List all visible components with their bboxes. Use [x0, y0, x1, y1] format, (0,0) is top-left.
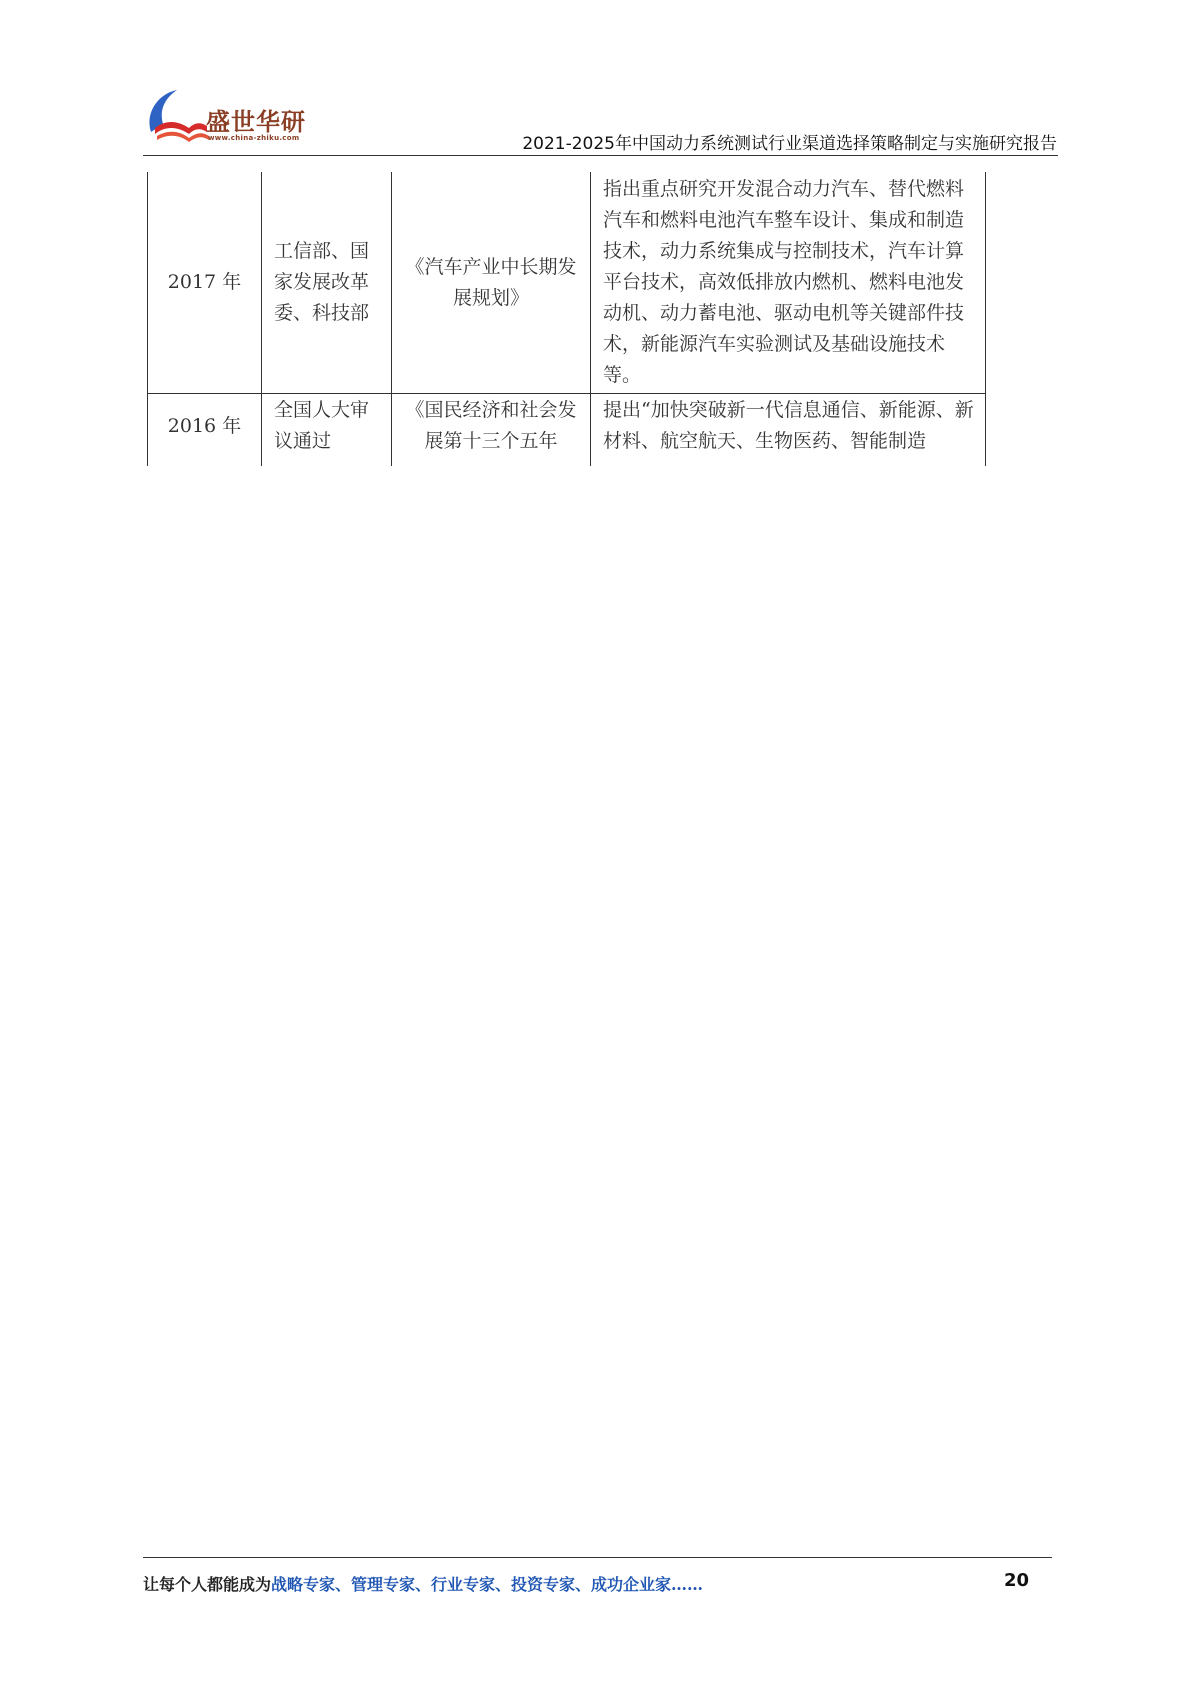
policy-content-cell: 指出重点研究开发混合动力汽车、替代燃料汽车和燃料电池汽车整车设计、集成和制造技术，动力系统集成与控制技术，汽车计算平台技术，高效低排放内燃机、燃料电池发动机、动力蓄电池、驱动电机等关键部件技术，新能源汽车实验测试及基础设施技术等。	[591, 172, 986, 394]
table-continuation	[147, 458, 985, 466]
policy-name-cell: 《国民经济和社会发展第十三个五年	[392, 394, 591, 460]
policy-table	[147, 172, 986, 459]
company-logo	[143, 84, 313, 150]
footer-divider	[143, 1557, 1052, 1558]
book-swoosh-icon	[143, 84, 209, 150]
policy-content-cell: 提出“加快突破新一代信息通信、新能源、新材料、航空航天、生物医药、智能制造	[591, 394, 986, 460]
footer-slogan-prefix: 让每个人都能成为	[143, 1575, 272, 1594]
issuer-cell: 全国人大审议通过	[262, 394, 392, 460]
year-cell: 2017 年	[148, 172, 262, 394]
issuer-cell: 工信部、国家发展改革委、科技部	[262, 172, 392, 394]
year-cell: 2016 年	[148, 394, 262, 460]
policy-name-cell: 《汽车产业中长期发展规划》	[392, 172, 591, 394]
header-divider	[143, 155, 1058, 156]
footer-slogan	[143, 1572, 703, 1595]
footer-slogan-highlight: 战略专家、管理专家、行业专家、投资专家、成功企业家……	[271, 1575, 704, 1594]
table-row	[148, 172, 986, 394]
logo-url: www.china-zhiku.com	[208, 134, 300, 142]
report-title: 2021-2025年中国动力系统测试行业渠道选择策略制定与实施研究报告	[522, 134, 1057, 154]
table-row	[148, 394, 986, 460]
logo-name: 盛世华研	[206, 108, 306, 136]
page-number: 20	[1003, 1570, 1029, 1591]
